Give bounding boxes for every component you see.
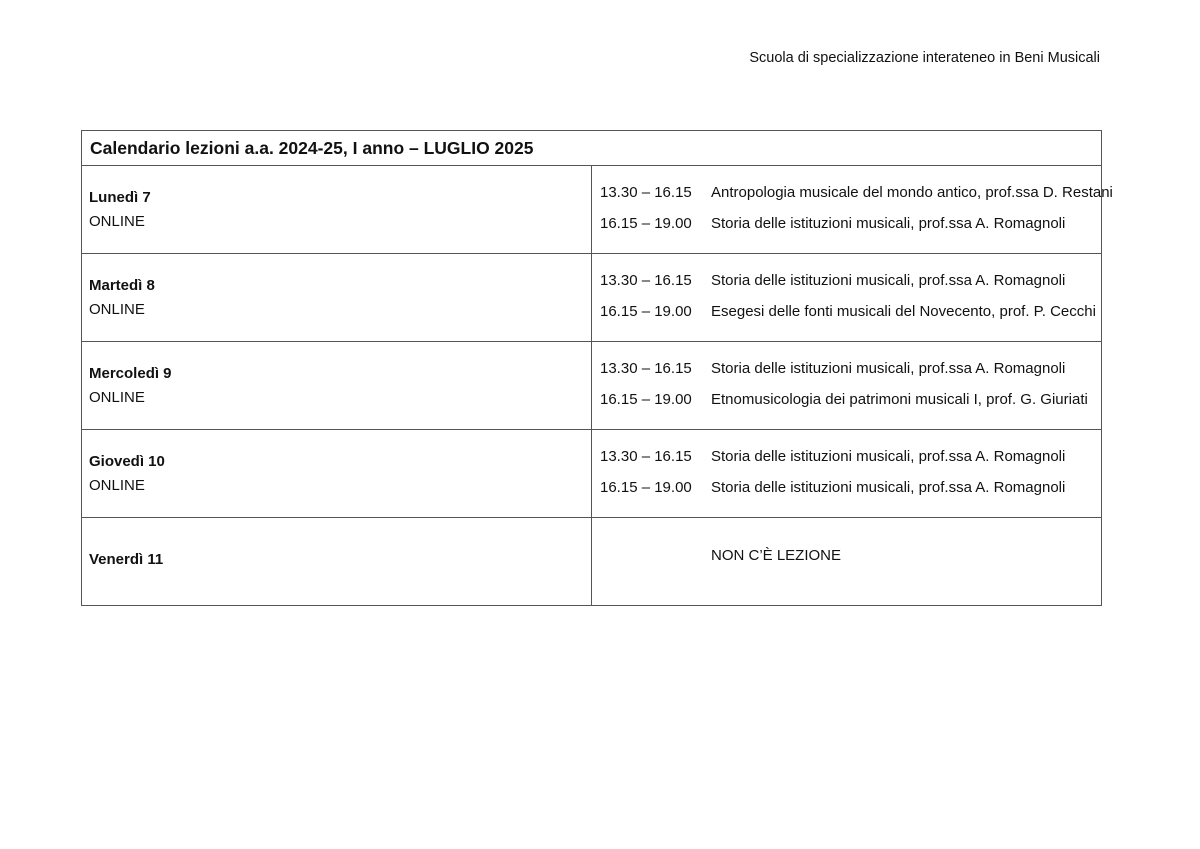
day-name: Lunedì 7 (89, 189, 151, 206)
slot-course: Storia delle istituzioni musicali, prof.ssa A. Romagnoli (711, 215, 1066, 232)
lesson-slot (600, 208, 1101, 239)
title-row (82, 131, 1102, 166)
slot-time: 16.15 – 19.00 (600, 303, 692, 320)
day-name: Venerdì 11 (89, 551, 164, 568)
slots-cell (592, 430, 1102, 518)
slot-course: Etnomusicologia dei patrimoni musicali I, prof. G. Giuriati (711, 391, 1088, 408)
slot-course: Esegesi delle fonti musicali del Novecento, prof. P. Cecchi (711, 303, 1096, 320)
slots-cell (592, 518, 1102, 606)
day-cell (82, 430, 592, 518)
slot-course: Storia delle istituzioni musicali, prof.ssa A. Romagnoli (711, 360, 1066, 377)
day-cell (82, 166, 592, 254)
calendar-title: Calendario lezioni a.a. 2024-25, I anno – LUGLIO 2025 (82, 131, 1102, 166)
slot-time: 16.15 – 19.00 (600, 479, 692, 496)
slot-course: Storia delle istituzioni musicali, prof.ssa A. Romagnoli (711, 448, 1066, 465)
day-name: Giovedì 10 (89, 453, 165, 470)
lesson-slot (600, 296, 1101, 327)
day-name: Martedì 8 (89, 277, 155, 294)
slot-time: 13.30 – 16.15 (600, 448, 692, 465)
lesson-slot (600, 384, 1101, 415)
lesson-slot (600, 472, 1101, 503)
day-row-friday (82, 518, 1102, 606)
lesson-slot (600, 353, 1101, 384)
slot-time: 16.15 – 19.00 (600, 391, 692, 408)
day-row-wednesday (82, 342, 1102, 430)
lesson-slot (600, 265, 1101, 296)
day-row-tuesday (82, 254, 1102, 342)
lesson-slot (600, 441, 1101, 472)
day-cell (82, 254, 592, 342)
slot-course: Storia delle istituzioni musicali, prof.ssa A. Romagnoli (711, 272, 1066, 289)
day-cell (82, 342, 592, 430)
slot-time: 16.15 – 19.00 (600, 215, 692, 232)
slot-course: Antropologia musicale del mondo antico, prof.ssa D. Restani (711, 184, 1113, 201)
day-mode: ONLINE (89, 477, 145, 494)
day-name: Mercoledì 9 (89, 365, 172, 382)
slot-time: 13.30 – 16.15 (600, 360, 692, 377)
no-lesson-note: NON C’È LEZIONE (711, 547, 842, 564)
day-mode: ONLINE (89, 389, 145, 406)
day-mode: ONLINE (89, 301, 145, 318)
slots-cell (592, 342, 1102, 430)
page-header: Scuola di specializzazione interateneo in Beni Musicali (749, 50, 1100, 66)
day-row-monday (82, 166, 1102, 254)
slot-time: 13.30 – 16.15 (600, 184, 692, 201)
slot-course: Storia delle istituzioni musicali, prof.ssa A. Romagnoli (711, 479, 1066, 496)
slots-cell (592, 166, 1113, 254)
schedule-table (81, 130, 1113, 606)
slot-time: 13.30 – 16.15 (600, 272, 692, 289)
day-row-thursday (82, 430, 1102, 518)
lesson-slot (600, 177, 1113, 208)
day-mode: ONLINE (89, 213, 145, 230)
day-cell (82, 518, 592, 606)
slots-cell (592, 254, 1102, 342)
